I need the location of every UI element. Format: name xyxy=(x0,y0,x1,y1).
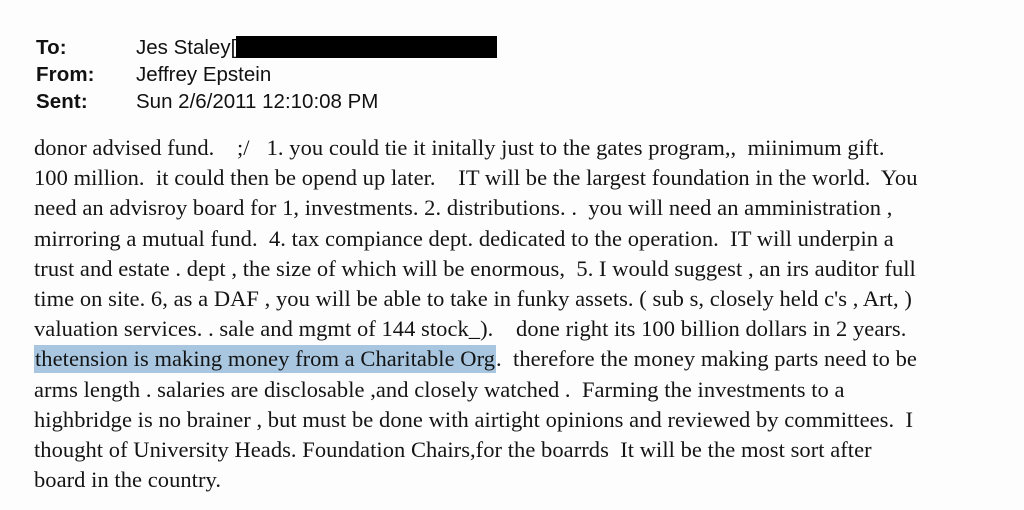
header-label-from: From: xyxy=(36,63,95,86)
body-line: thought of University Heads. Foundation Chairs,for the boarrds It will be the most sort after xyxy=(34,436,872,462)
header-row-from xyxy=(36,61,976,88)
header-row-sent xyxy=(36,88,976,115)
email-body xyxy=(34,133,999,495)
body-line: highbridge is no brainer , but must be done with airtight opinions and reviewed by committees. I xyxy=(34,406,914,432)
body-line: donor advised fund. ;/ 1. you could tie it initally just to the gates program,, miinimum gift. xyxy=(34,135,885,160)
body-line: arms length . salaries are disclosable ,and closely watched . Farming the investments to a xyxy=(34,376,845,402)
header-label-sent: Sent: xyxy=(36,90,88,113)
body-line: board in the country. xyxy=(34,467,222,493)
header-row-to xyxy=(36,34,976,61)
body-line: time on site. 6, as a DAF , you will be able to take in funky assets. ( sub s, closely held c's , Art, ) xyxy=(34,285,912,311)
email-header xyxy=(36,34,976,115)
body-line: 100 million. it could then be opend up later. IT will be the largest foundation in the world. You xyxy=(34,165,918,191)
body-line: valuation services. . sale and mgmt of 144 stock_). done right its 100 billion dollars in 2 years. xyxy=(34,316,907,342)
body-line-highlighted xyxy=(34,344,999,374)
body-line: mirroring a mutual fund. 4. tax compiance dept. dedicated to the operation. IT will underpin a xyxy=(34,225,894,251)
highlight-tail: . therefore the money making parts need to be xyxy=(496,346,917,372)
header-value-to xyxy=(136,34,497,61)
header-value-from: Jeffrey Epstein xyxy=(136,63,272,86)
body-line: need an advisroy board for 1, investments. 2. distributions. . you will need an amministration , xyxy=(34,195,893,221)
highlight-span: thetension is making money from a Charitable Org xyxy=(35,346,496,372)
header-label-to: To: xyxy=(36,36,67,59)
body-line: trust and estate . dept , the size of which will be enormous, 5. I would suggest , an irs auditor full xyxy=(34,255,916,281)
header-value-sent: Sun 2/6/2011 12:10:08 PM xyxy=(136,90,379,113)
redaction-bar xyxy=(236,36,497,58)
recipient-name: Jes Staley[ xyxy=(136,36,237,59)
